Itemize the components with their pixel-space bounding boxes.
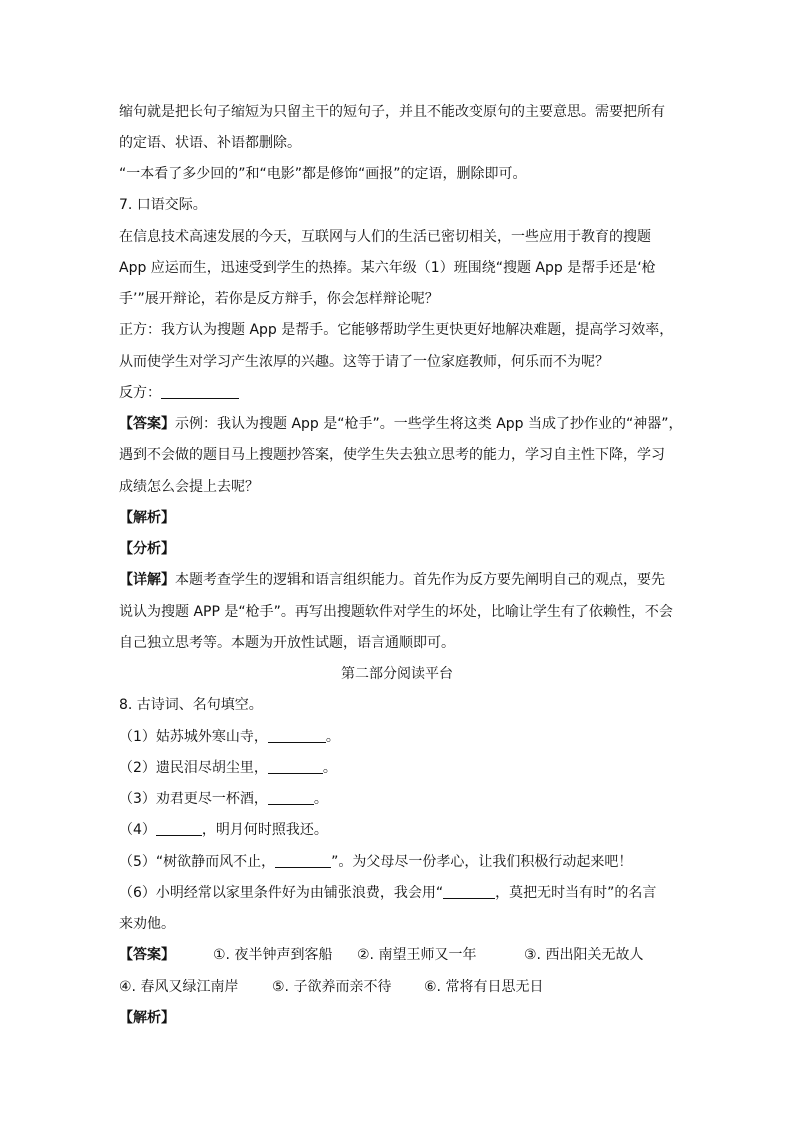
q8-item-2	[119, 758, 337, 778]
q7-prompt-line-5: 从而使学生对学习产生浓厚的兴趣。这等于请了一位家庭教师，何乐而不为呢？	[119, 354, 609, 370]
q8-item-6	[119, 883, 656, 903]
q7-detail-line-1	[119, 570, 665, 590]
item-text: （4）	[119, 822, 156, 838]
intro-line-3: “一本看了多少回的”和“电影”都是修饰“画报”的定语，删除即可。	[119, 166, 527, 182]
item-blank	[268, 728, 326, 743]
q8-item-3	[119, 789, 328, 809]
q7-fanfang	[119, 383, 239, 403]
item-blank	[268, 759, 323, 774]
item-text: （3）劝君更尽一杯酒，	[119, 791, 268, 807]
detail-label: 【详解】	[119, 572, 175, 588]
item-text: （5）“树欲静而风不止，	[119, 854, 276, 870]
q7-fenxi-label: 【分析】	[119, 541, 175, 557]
detail-text: 本题考查学生的逻辑和语言组织能力。首先作为反方要先阐明自己的观点，要先	[175, 572, 665, 588]
item-blank	[268, 790, 314, 805]
answer-4: ④. 春风又绿江南岸	[119, 979, 239, 995]
q8-answer-row-2	[119, 977, 543, 997]
answer-label: 【答案】	[119, 416, 175, 432]
item-text-end: 。	[325, 729, 340, 745]
item-text: （6）小明经常以家里条件好为由铺张浪费，我会用“	[119, 885, 444, 901]
q7-prompt-line-4: 正方：我方认为搜题 App 是帮手。它能够帮助学生更快更好地解决难题，提高学习效率，	[119, 322, 674, 338]
q7-jiexi-label: 【解析】	[119, 510, 175, 526]
section-title: 第二部分阅读平台	[341, 666, 453, 682]
q7-answer-line-3: 成绩怎么会提上去呢？	[119, 479, 259, 495]
q7-detail-line-2: 说认为搜题 APP 是“枪手”。再写出搜题软件对学生的坏处，比喻让学生有了依赖性，不会	[119, 604, 673, 620]
fanfang-blank	[161, 384, 239, 399]
q7-answer-line-1	[119, 414, 683, 434]
answer-2: ②. 南望王师又一年	[357, 947, 477, 963]
item-blank	[275, 853, 331, 868]
item-blank	[156, 821, 202, 836]
question-7-title: 7. 口语交际。	[119, 197, 207, 213]
q8-item-6-cont: 来劝他。	[119, 916, 175, 932]
q8-item-4	[119, 820, 328, 840]
item-text: （1）姑苏城外寒山寺，	[119, 729, 268, 745]
answer-5: ⑤. 子欲养而亲不待	[272, 979, 392, 995]
answer-3: ③. 西出阳关无故人	[524, 947, 644, 963]
q7-detail-line-3: 自己独立思考等。本题为开放性试题，语言通顺即可。	[119, 635, 455, 651]
intro-line-2: 的定语、状语、补语都删除。	[119, 135, 301, 151]
answer-6: ⑥. 常将有日思无日	[424, 979, 544, 995]
answer-1: ①. 夜半钟声到客船	[213, 947, 333, 963]
item-text-end: ，莫把无时当有时”的名言	[495, 885, 657, 901]
item-text-end: ，明月何时照我还。	[201, 822, 328, 838]
question-8-title: 8. 古诗词、名句填空。	[119, 697, 263, 713]
q7-answer-line-2: 遇到不会做的题目马上搜题抄答案，使学生失去独立思考的能力，学习自主性下降，学习	[119, 447, 665, 463]
q8-answer-row-1	[119, 945, 643, 965]
answer-text: 示例：我认为搜题 App 是“枪手”。一些学生将这类 App 当成了抄作业的“神器”，	[175, 416, 683, 432]
q8-item-5	[119, 852, 632, 872]
intro-line-1: 缩句就是把长句子缩短为只留主干的短句子，并且不能改变原句的主要意思。需要把所有	[119, 104, 665, 120]
item-blank	[443, 884, 495, 899]
q8-jiexi-label: 【解析】	[119, 1010, 175, 1026]
q7-prompt-line-2: App 应运而生，迅速受到学生的热捧。某六年级（1）班围绕“搜题 App 是帮手还是‘枪	[119, 260, 656, 276]
item-text: （2）遗民泪尽胡尘里，	[119, 760, 268, 776]
item-text-end: 。	[313, 791, 328, 807]
answer-label: 【答案】	[119, 947, 175, 963]
fanfang-label: 反方：	[119, 385, 161, 401]
item-text-end: ”。为父母尽一份孝心，让我们积极行动起来吧！	[331, 854, 633, 870]
q7-prompt-line-1: 在信息技术高速发展的今天，互联网与人们的生活已密切相关，一些应用于教育的搜题	[119, 229, 651, 245]
q7-prompt-line-3: 手’”展开辩论，若你是反方辩手，你会怎样辩论呢？	[119, 291, 439, 307]
q8-item-1	[119, 727, 340, 747]
item-text-end: 。	[322, 760, 337, 776]
